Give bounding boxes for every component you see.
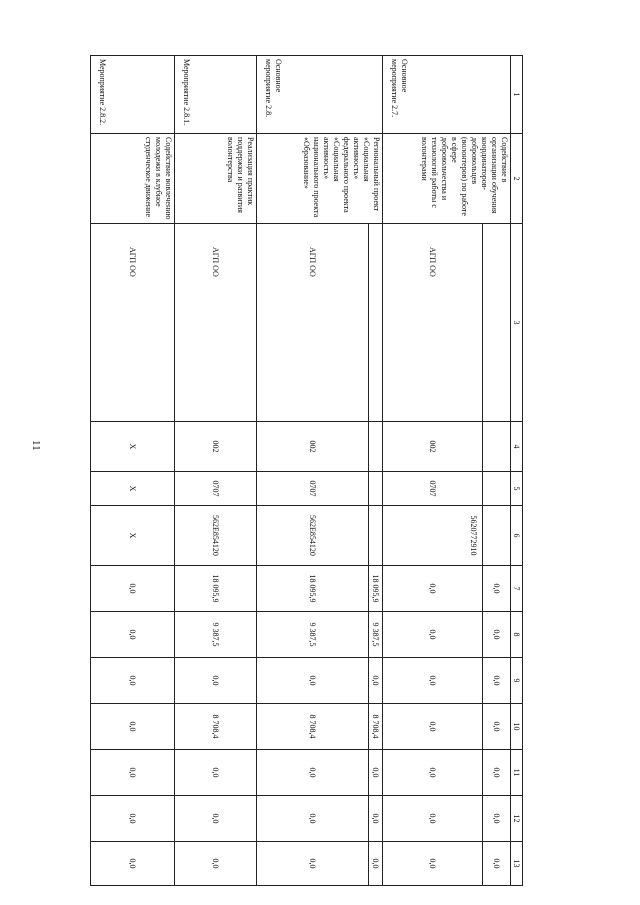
budget-table-container bbox=[91, 55, 523, 885]
page-number: 11 bbox=[30, 440, 42, 451]
row-description: Содействие вовлечению молодежи в клубное студенческое движение bbox=[91, 134, 175, 224]
value-cell: 0,0 bbox=[483, 566, 511, 612]
row-code: Основное мероприятие 2.8. bbox=[257, 56, 383, 134]
value-cell: 0,0 bbox=[383, 796, 483, 842]
row-executor: АГП ОО bbox=[175, 224, 257, 422]
row-description: Реализация практик поддержки и развития волонтерства bbox=[175, 134, 257, 224]
row-code: Мероприятие 2.8.2. bbox=[91, 56, 175, 134]
value-cell: 0,0 bbox=[369, 796, 383, 842]
cell bbox=[369, 472, 383, 506]
row-executor: АГП ОО bbox=[257, 224, 369, 422]
value-cell: 8 708,4 bbox=[369, 704, 383, 750]
value-cell: 0,0 bbox=[383, 842, 483, 886]
value-cell: 0,0 bbox=[91, 796, 175, 842]
table-row bbox=[91, 56, 175, 886]
header-row bbox=[511, 56, 523, 886]
kbk-cell: 0707 bbox=[383, 472, 483, 506]
value-cell: 0,0 bbox=[257, 842, 369, 886]
value-cell: 0,0 bbox=[175, 750, 257, 796]
value-cell: 9 387,5 bbox=[257, 612, 369, 658]
row-code: Основное мероприятие 2.7. bbox=[383, 56, 511, 134]
header-cell: 1 bbox=[511, 56, 523, 134]
cell bbox=[369, 422, 383, 472]
value-cell: 0,0 bbox=[175, 796, 257, 842]
header-cell: 8 bbox=[511, 612, 523, 658]
value-cell: 18 095,9 bbox=[175, 566, 257, 612]
kbk-cell: 5620772910 bbox=[383, 506, 483, 566]
value-cell: 0,0 bbox=[257, 796, 369, 842]
header-cell: 9 bbox=[511, 658, 523, 704]
header-cell: 11 bbox=[511, 750, 523, 796]
value-cell: 0,0 bbox=[483, 704, 511, 750]
row-executor: АГП ОО bbox=[91, 224, 175, 422]
header-cell: 13 bbox=[511, 842, 523, 886]
value-cell: 8 708,4 bbox=[257, 704, 369, 750]
table-row bbox=[369, 56, 383, 886]
value-cell: 0,0 bbox=[383, 612, 483, 658]
kbk-cell: 0707 bbox=[175, 472, 257, 506]
value-cell: 0,0 bbox=[91, 566, 175, 612]
value-cell: 0,0 bbox=[383, 658, 483, 704]
value-cell: 0,0 bbox=[257, 658, 369, 704]
value-cell: 0,0 bbox=[91, 750, 175, 796]
header-cell: 10 bbox=[511, 704, 523, 750]
value-cell: 0,0 bbox=[383, 566, 483, 612]
row-description: Содействие в организации обучения координаторов-добровольцев (волонтеров) по работе в сфере добровольчества и технологий работы с волонтерами bbox=[383, 134, 511, 224]
value-cell: 18 095,9 bbox=[257, 566, 369, 612]
value-cell: 0,0 bbox=[91, 612, 175, 658]
value-cell: 0,0 bbox=[257, 750, 369, 796]
value-cell: 0,0 bbox=[483, 658, 511, 704]
value-cell: 9 387,5 bbox=[175, 612, 257, 658]
cell bbox=[483, 472, 511, 506]
kbk-cell: 002 bbox=[383, 422, 483, 472]
header-cell: 6 bbox=[511, 506, 523, 566]
kbk-cell: 002 bbox=[257, 422, 369, 472]
header-cell: 12 bbox=[511, 796, 523, 842]
row-executor: АГП ОО bbox=[383, 224, 483, 422]
budget-table bbox=[90, 55, 523, 886]
kbk-cell: 0707 bbox=[257, 472, 369, 506]
value-cell: 0,0 bbox=[369, 750, 383, 796]
kbk-cell: 562E854120 bbox=[175, 506, 257, 566]
value-cell: 0,0 bbox=[383, 750, 483, 796]
value-cell: 0,0 bbox=[483, 842, 511, 886]
kbk-cell: Х bbox=[91, 506, 175, 566]
kbk-cell: 562E854120 bbox=[257, 506, 369, 566]
value-cell: 8 708,4 bbox=[175, 704, 257, 750]
header-cell: 5 bbox=[511, 472, 523, 506]
row-description: Региональный проект «Социальная активность» федерального проекта «Социальная активность» национального проекта «Образование» bbox=[257, 134, 383, 224]
row-code: Мероприятие 2.8.1. bbox=[175, 56, 257, 134]
table-row bbox=[483, 56, 511, 886]
cell bbox=[483, 506, 511, 566]
value-cell: 0,0 bbox=[383, 704, 483, 750]
value-cell: 0,0 bbox=[483, 750, 511, 796]
value-cell: 0,0 bbox=[369, 842, 383, 886]
kbk-cell: Х bbox=[91, 422, 175, 472]
cell bbox=[369, 506, 383, 566]
value-cell: 0,0 bbox=[483, 796, 511, 842]
value-cell: 0,0 bbox=[175, 842, 257, 886]
row-executor bbox=[369, 224, 383, 422]
header-cell: 2 bbox=[511, 134, 523, 224]
value-cell: 0,0 bbox=[91, 704, 175, 750]
header-cell: 3 bbox=[511, 224, 523, 422]
table-row bbox=[175, 56, 257, 886]
value-cell: 9 387,5 bbox=[369, 612, 383, 658]
value-cell: 0,0 bbox=[91, 842, 175, 886]
value-cell: 18 095,9 bbox=[369, 566, 383, 612]
header-cell: 4 bbox=[511, 422, 523, 472]
cell bbox=[483, 422, 511, 472]
value-cell: 0,0 bbox=[91, 658, 175, 704]
row-executor bbox=[483, 224, 511, 422]
value-cell: 0,0 bbox=[483, 612, 511, 658]
kbk-cell: Х bbox=[91, 472, 175, 506]
header-cell: 7 bbox=[511, 566, 523, 612]
kbk-cell: 002 bbox=[175, 422, 257, 472]
value-cell: 0,0 bbox=[175, 658, 257, 704]
value-cell: 0,0 bbox=[369, 658, 383, 704]
